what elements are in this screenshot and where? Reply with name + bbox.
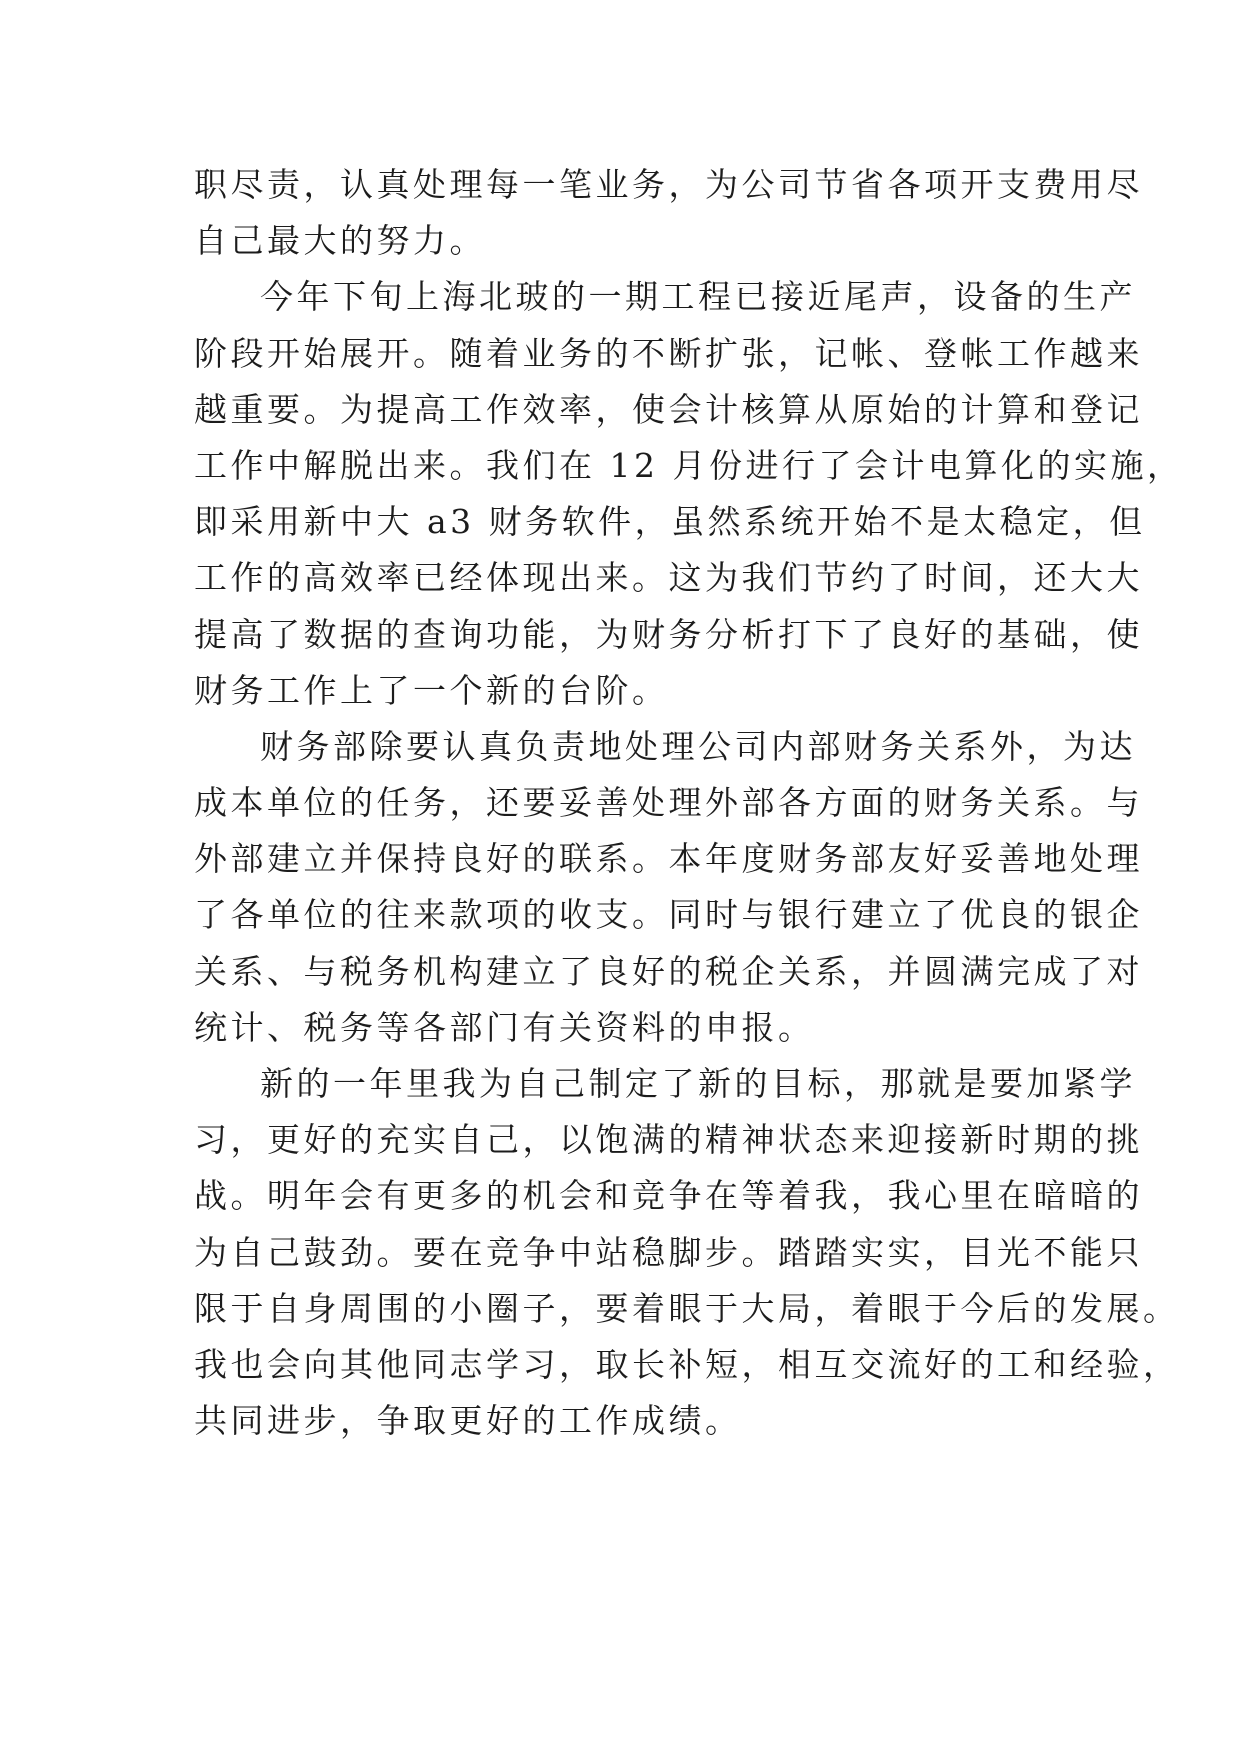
text-line: 职尽责，认真处理每一笔业务，为公司节省各项开支费用尽 bbox=[194, 165, 1143, 204]
text-line: 今年下旬上海北玻的一期工程已接近尾声，设备的生产 bbox=[260, 277, 1136, 317]
text-line: 我也会向其他同志学习，取长补短，相互交流好的工和经验， bbox=[194, 1344, 1180, 1384]
text-line: 即采用新中大 a3 财务软件，虽然系统开始不是太稳定，但 bbox=[194, 502, 1146, 542]
text-line: 自己最大的努力。 bbox=[194, 221, 486, 261]
text-line: 工作的高效率已经体现出来。这为我们节约了时间，还大大 bbox=[194, 558, 1143, 598]
text-line: 为自己鼓劲。要在竞争中站稳脚步。踏踏实实，目光不能只 bbox=[194, 1232, 1143, 1272]
text-line: 统计、税务等各部门有关资料的申报。 bbox=[194, 1007, 815, 1047]
text-line: 阶段开始展开。随着业务的不断扩张，记帐、登帐工作越来 bbox=[194, 333, 1143, 373]
text-line: 外部建立并保持良好的联系。本年度财务部友好妥善地处理 bbox=[194, 839, 1143, 879]
text-line: 了各单位的往来款项的收支。同时与银行建立了优良的银企 bbox=[194, 895, 1143, 935]
document-body bbox=[194, 157, 1184, 1449]
text-line: 工作中解脱出来。我们在 12 月份进行了会计电算化的实施， bbox=[194, 445, 1184, 485]
text-line: 战。明年会有更多的机会和竞争在等着我，我心里在暗暗的 bbox=[194, 1176, 1143, 1216]
text-line: 新的一年里我为自己制定了新的目标，那就是要加紧学 bbox=[260, 1064, 1136, 1103]
text-line: 共同进步，争取更好的工作成绩。 bbox=[194, 1401, 742, 1441]
paragraph bbox=[194, 719, 1143, 1056]
text-line: 提高了数据的查询功能，为财务分析打下了良好的基础，使 bbox=[194, 614, 1143, 654]
paragraph bbox=[194, 269, 1184, 719]
text-line: 财务工作上了一个新的台阶。 bbox=[194, 670, 669, 710]
text-line: 成本单位的任务，还要妥善处理外部各方面的财务关系。与 bbox=[194, 783, 1143, 823]
text-line: 越重要。为提高工作效率，使会计核算从原始的计算和登记 bbox=[194, 389, 1143, 429]
text-line: 习，更好的充实自己，以饱满的精神状态来迎接新时期的挑 bbox=[194, 1120, 1143, 1160]
paragraph bbox=[194, 157, 1143, 269]
text-line: 限于自身周围的小圈子，要着眼于大局，着眼于今后的发展。 bbox=[194, 1288, 1180, 1328]
text-line: 财务部除要认真负责地处理公司内部财务关系外，为达 bbox=[260, 726, 1136, 766]
text-line: 关系、与税务机构建立了良好的税企关系，并圆满完成了对 bbox=[194, 951, 1143, 991]
paragraph bbox=[194, 1056, 1180, 1449]
